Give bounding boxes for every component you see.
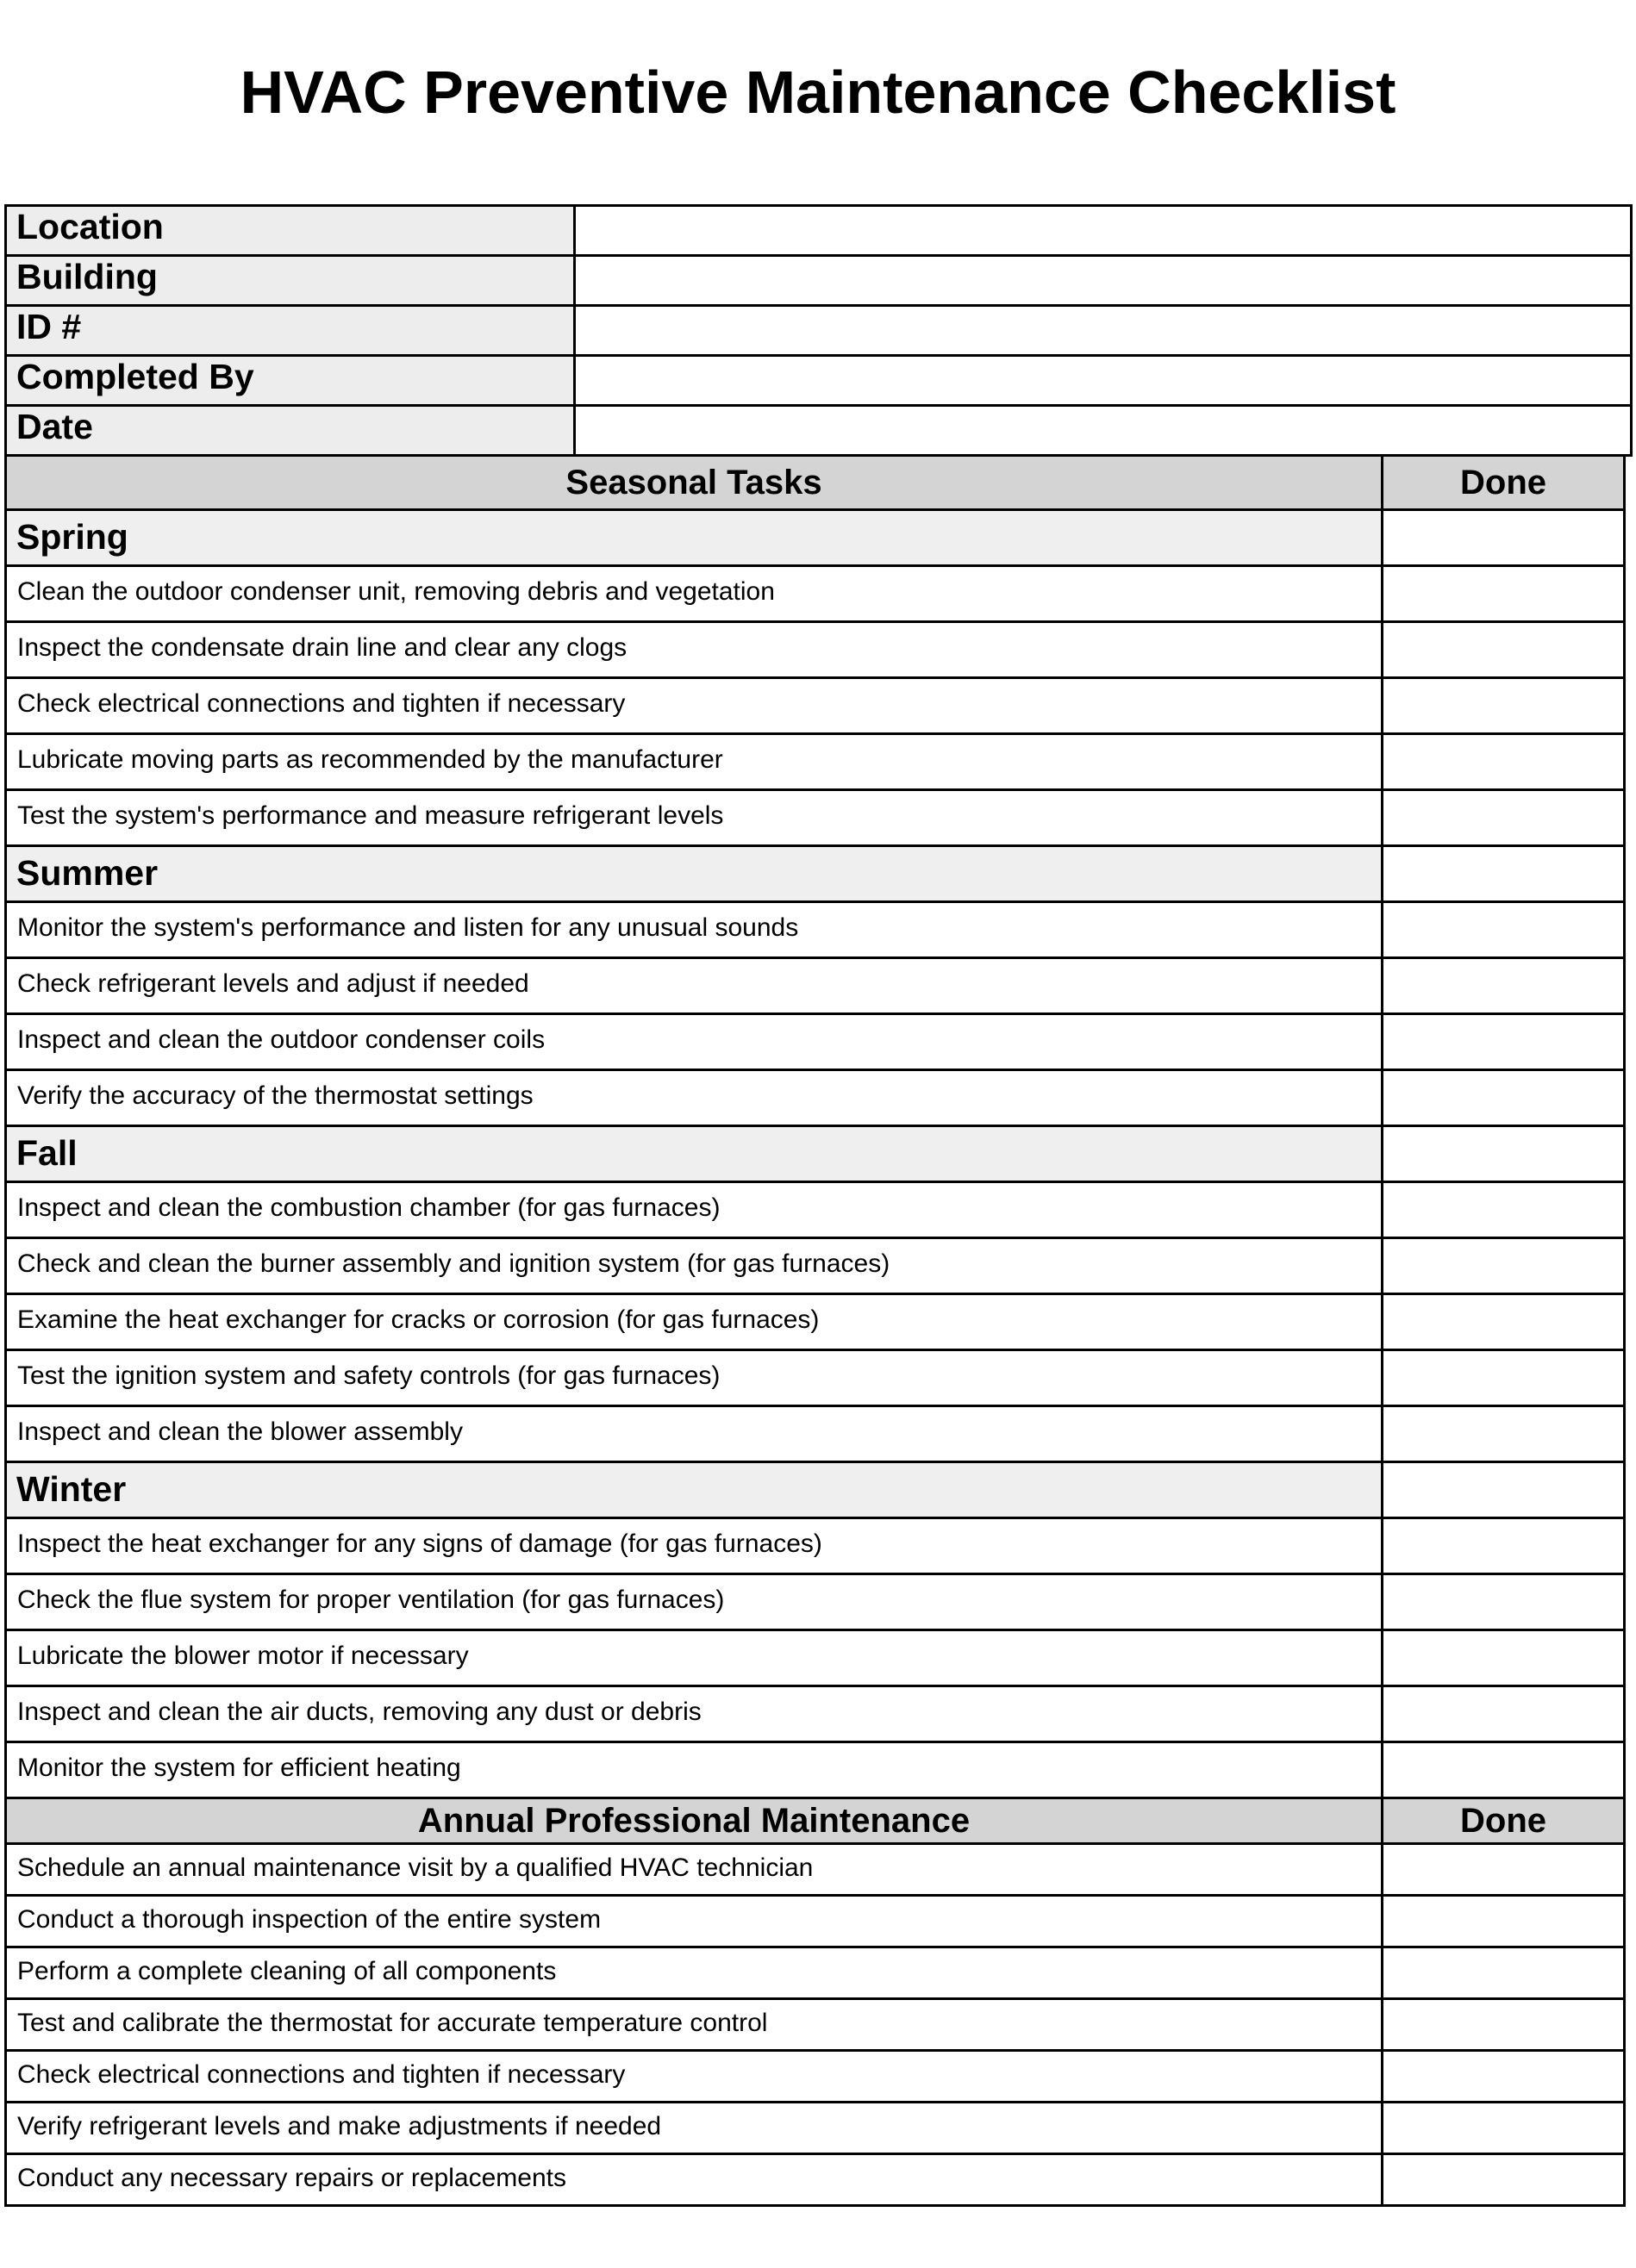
task-row: [6, 1014, 1625, 1070]
info-field-value[interactable]: [575, 306, 1632, 356]
done-checkbox-cell[interactable]: [1383, 1999, 1625, 2051]
done-checkbox-cell[interactable]: [1383, 1630, 1625, 1686]
done-checkbox-cell[interactable]: [1383, 1014, 1625, 1070]
task-label: Check and clean the burner assembly and ignition system (for gas furnaces): [6, 1238, 1383, 1294]
task-row: [6, 2051, 1625, 2103]
done-checkbox-cell[interactable]: [1383, 1294, 1625, 1350]
info-field-label: ID #: [6, 306, 575, 356]
info-row: [6, 306, 1632, 356]
task-label: Monitor the system's performance and listen for any unusual sounds: [6, 902, 1383, 958]
task-label: Clean the outdoor condenser unit, removing debris and vegetation: [6, 566, 1383, 622]
done-checkbox-cell[interactable]: [1383, 1574, 1625, 1630]
task-row: [6, 1742, 1625, 1798]
done-column-header: Done: [1383, 1798, 1625, 1844]
task-row: [6, 678, 1625, 734]
task-label: Test and calibrate the thermostat for accurate temperature control: [6, 1999, 1383, 2051]
task-row: [6, 622, 1625, 678]
season-subheader-row: [6, 846, 1625, 902]
info-field-value[interactable]: [575, 356, 1632, 406]
done-checkbox-cell[interactable]: [1383, 1350, 1625, 1406]
task-row: [6, 1406, 1625, 1462]
task-label: Check refrigerant levels and adjust if needed: [6, 958, 1383, 1014]
task-label: Lubricate moving parts as recommended by the manufacturer: [6, 734, 1383, 790]
task-row: [6, 1896, 1625, 1947]
done-checkbox-cell[interactable]: [1383, 1182, 1625, 1238]
done-column-header: Done: [1383, 456, 1625, 510]
season-subheader-row: [6, 1462, 1625, 1518]
info-row: [6, 206, 1632, 256]
task-label: Inspect the heat exchanger for any signs of damage (for gas furnaces): [6, 1518, 1383, 1574]
task-label: Conduct any necessary repairs or replacements: [6, 2154, 1383, 2206]
task-label: Test the system's performance and measure refrigerant levels: [6, 790, 1383, 846]
info-row: [6, 256, 1632, 306]
task-row: [6, 2103, 1625, 2154]
task-label: Check the flue system for proper ventilation (for gas furnaces): [6, 1574, 1383, 1630]
done-checkbox-cell[interactable]: [1383, 2051, 1625, 2103]
task-label: Check electrical connections and tighten if necessary: [6, 678, 1383, 734]
done-checkbox-cell[interactable]: [1383, 1844, 1625, 1896]
task-row: [6, 1947, 1625, 1999]
done-checkbox-cell[interactable]: [1383, 902, 1625, 958]
task-row: [6, 1574, 1625, 1630]
task-label: Check electrical connections and tighten if necessary: [6, 2051, 1383, 2103]
task-row: [6, 734, 1625, 790]
checklist-table: [4, 454, 1626, 2207]
done-cell: [1383, 1126, 1625, 1182]
task-row: [6, 902, 1625, 958]
task-row: [6, 1070, 1625, 1126]
task-label: Examine the heat exchanger for cracks or corrosion (for gas furnaces): [6, 1294, 1383, 1350]
info-field-value[interactable]: [575, 256, 1632, 306]
done-checkbox-cell[interactable]: [1383, 790, 1625, 846]
task-label: Test the ignition system and safety controls (for gas furnaces): [6, 1350, 1383, 1406]
done-checkbox-cell[interactable]: [1383, 734, 1625, 790]
done-cell: [1383, 1462, 1625, 1518]
task-label: Verify refrigerant levels and make adjustments if needed: [6, 2103, 1383, 2154]
task-row: [6, 1518, 1625, 1574]
task-row: [6, 958, 1625, 1014]
done-checkbox-cell[interactable]: [1383, 566, 1625, 622]
info-row: [6, 406, 1632, 456]
done-checkbox-cell[interactable]: [1383, 1947, 1625, 1999]
task-label: Inspect and clean the combustion chamber (for gas furnaces): [6, 1182, 1383, 1238]
task-label: Perform a complete cleaning of all components: [6, 1947, 1383, 1999]
done-cell: [1383, 510, 1625, 566]
season-subheader-row: [6, 510, 1625, 566]
task-label: Inspect and clean the outdoor condenser coils: [6, 1014, 1383, 1070]
done-checkbox-cell[interactable]: [1383, 622, 1625, 678]
task-label: Conduct a thorough inspection of the entire system: [6, 1896, 1383, 1947]
info-field-value[interactable]: [575, 206, 1632, 256]
done-checkbox-cell[interactable]: [1383, 1686, 1625, 1742]
done-checkbox-cell[interactable]: [1383, 1742, 1625, 1798]
task-row: [6, 1350, 1625, 1406]
task-row: [6, 1182, 1625, 1238]
task-label: Inspect and clean the air ducts, removing any dust or debris: [6, 1686, 1383, 1742]
task-label: Inspect the condensate drain line and clear any clogs: [6, 622, 1383, 678]
info-field-label: Location: [6, 206, 575, 256]
season-subheader-winter: Winter: [6, 1462, 1383, 1518]
task-label: Verify the accuracy of the thermostat settings: [6, 1070, 1383, 1126]
section-header-row: [6, 1798, 1625, 1844]
info-table: [4, 204, 1633, 457]
section-header-row: [6, 456, 1625, 510]
done-checkbox-cell[interactable]: [1383, 1406, 1625, 1462]
task-row: [6, 1630, 1625, 1686]
done-checkbox-cell[interactable]: [1383, 2154, 1625, 2206]
done-cell: [1383, 846, 1625, 902]
task-label: Inspect and clean the blower assembly: [6, 1406, 1383, 1462]
done-checkbox-cell[interactable]: [1383, 1070, 1625, 1126]
done-checkbox-cell[interactable]: [1383, 1238, 1625, 1294]
task-label: Monitor the system for efficient heating: [6, 1742, 1383, 1798]
season-subheader-row: [6, 1126, 1625, 1182]
info-field-label: Building: [6, 256, 575, 306]
task-label: Lubricate the blower motor if necessary: [6, 1630, 1383, 1686]
task-row: [6, 566, 1625, 622]
task-row: [6, 1686, 1625, 1742]
info-field-value[interactable]: [575, 406, 1632, 456]
done-checkbox-cell[interactable]: [1383, 678, 1625, 734]
task-label: Schedule an annual maintenance visit by a qualified HVAC technician: [6, 1844, 1383, 1896]
season-subheader-summer: Summer: [6, 846, 1383, 902]
done-checkbox-cell[interactable]: [1383, 958, 1625, 1014]
info-field-label: Date: [6, 406, 575, 456]
done-checkbox-cell[interactable]: [1383, 1896, 1625, 1947]
section-header: Seasonal Tasks: [6, 456, 1383, 510]
page-title: HVAC Preventive Maintenance Checklist: [240, 59, 1396, 126]
season-subheader-fall: Fall: [6, 1126, 1383, 1182]
season-subheader-spring: Spring: [6, 510, 1383, 566]
info-field-label: Completed By: [6, 356, 575, 406]
task-row: [6, 1999, 1625, 2051]
task-row: [6, 790, 1625, 846]
done-checkbox-cell[interactable]: [1383, 1518, 1625, 1574]
task-row: [6, 1294, 1625, 1350]
section-header: Annual Professional Maintenance: [6, 1798, 1383, 1844]
done-checkbox-cell[interactable]: [1383, 2103, 1625, 2154]
task-row: [6, 1238, 1625, 1294]
task-row: [6, 2154, 1625, 2206]
task-row: [6, 1844, 1625, 1896]
info-row: [6, 356, 1632, 406]
